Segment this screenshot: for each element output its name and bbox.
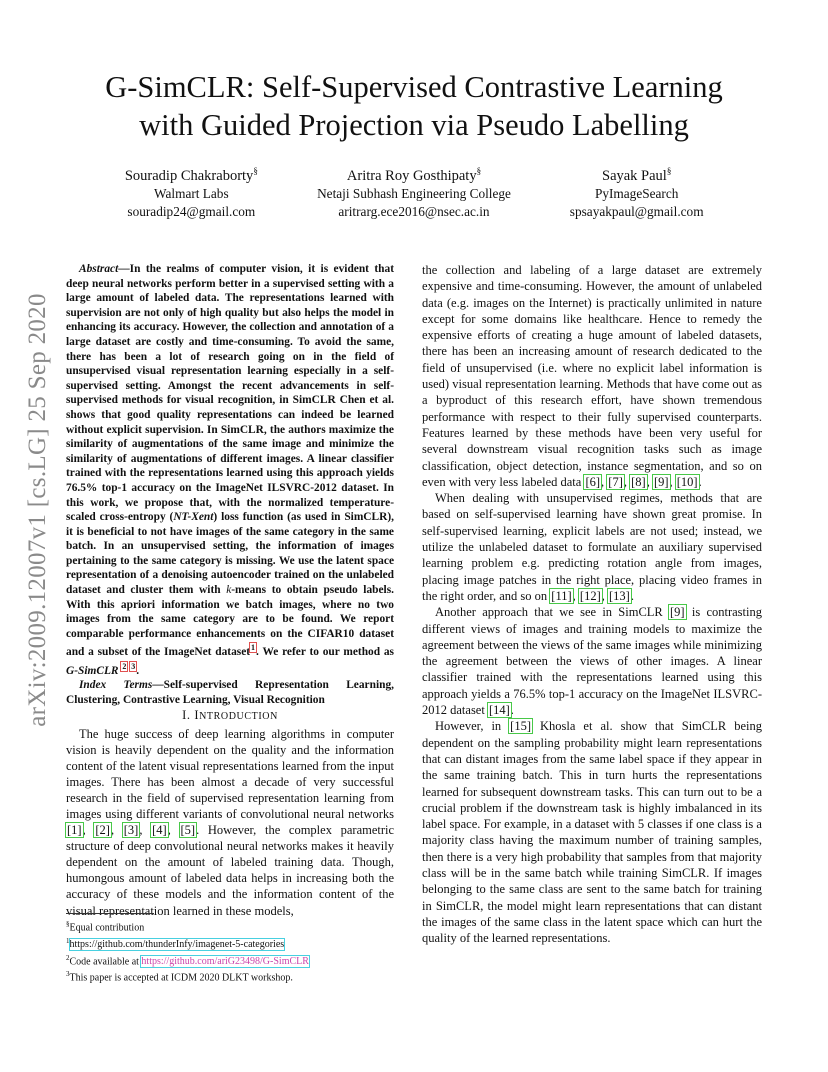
- section-title-rest: NTRODUCTION: [199, 711, 278, 723]
- abstract: [66, 262, 394, 678]
- author-block: [80, 162, 748, 221]
- citation-3[interactable]: [3]: [123, 823, 139, 838]
- left-column: [66, 262, 394, 919]
- abstract-label: Abstract: [79, 263, 119, 275]
- section-heading: [66, 707, 394, 725]
- author-name: Souradip Chakraborty: [124, 167, 254, 184]
- author-mark: §: [476, 166, 482, 176]
- paragraph-text: the collection and labeling of a large dataset are extremely expensive and time-consuming. However, the amount of unlabeled data (e.g. images on the Internet) is practically unlimited in nature except for some domains like healthcare. Hence to remedy the expensive efforts of creating a huge amount of labeled datasets, there has been an increasing amount of research dedicated to the field of unsupervised (i.e. where no explicit label information is used) visual representation learning. Methods that have come out as a byproduct of this research effort, have shown tremendous performance with respect to their fully supervised counterparts. Features learned by these methods have been very useful for several downstream visual recognition tasks such as image classification, object detection, instance segmentation, and so on even with very less labeled data: [422, 263, 762, 489]
- arxiv-identifier: arXiv:2009.12007v1 [cs.LG] 25 Sep 2020: [24, 293, 51, 727]
- index-terms-text: —Self-supervised Representation Learning, Clustering, Contrastive Learning, Visual Recognition: [66, 679, 394, 706]
- author-affiliation: Walmart Labs: [154, 185, 229, 201]
- arxiv-sidebar: [10, 280, 66, 740]
- citation-5[interactable]: [5]: [180, 823, 196, 838]
- footnote-mark: 2: [66, 953, 70, 962]
- footnotes: [66, 913, 396, 985]
- title-line-1: G-SimCLR: Self-Supervised Contrastive Learning: [105, 70, 723, 104]
- citation-10[interactable]: [10]: [676, 474, 698, 489]
- paragraph-text: Another approach that we see in SimCLR: [435, 605, 670, 620]
- index-terms: [66, 678, 394, 707]
- abstract-end: .: [136, 664, 140, 677]
- citation-9[interactable]: [9]: [653, 474, 669, 489]
- ntxent-term: NT-Xent: [173, 511, 214, 524]
- footnote-ref-3[interactable]: 3: [131, 661, 136, 671]
- paragraph-text: Khosla et al. show that SimCLR being dependent on the sampling probability might learn representations that can distant images from the same label space if they appear in the same training batch. This in turn hurts the representations learned for subsequent downstream tasks. This can turn out to be a crucial problem if the downstream task is highly imbalanced in its label space. For example, in a dataset with 5 classes if one class is a majority class having the maximum number of training samples, then there is a very high probability that samples from that majority class will be in the same batch while training SimCLR. If images belonging to the same class are sent to the same batch for training in SimCLR, the model might learn representations that can distant the images of the same class in the latent space which can hurt the quality of the learned representations.: [422, 719, 762, 946]
- body-paragraph-3: Another approach that we see in SimCLR [9] is contrasting different views of images and training models to maximize the agreement between the views of the same images while minimizing the agreement between the views of other images. A linear classifier trained with the representations learned using this approach yields a 76.5% top-1 accuracy on the ImageNet ILSVRC-2012 dataset [14].: [422, 605, 762, 718]
- paragraph-text: . However, the complex parametric structure of deep convolutional neural networks makes it heavily dependent on the amount of labeled training data. Though, humongous amount of labeled data helps in increasing both the accuracy of these models and the information content of the visual representation learned in these models,: [66, 823, 395, 918]
- citation-13[interactable]: [13]: [609, 588, 630, 603]
- citation-7[interactable]: [7]: [608, 474, 623, 489]
- footnote-text: Code available at: [69, 955, 142, 967]
- section-number: I.: [182, 708, 195, 723]
- footnote-3: [66, 968, 396, 985]
- author-affiliation: PyImageSearch: [594, 185, 679, 201]
- author-2: [303, 162, 526, 221]
- citation-4[interactable]: [4]: [152, 823, 167, 838]
- footnote-1: [66, 935, 396, 952]
- footnote-mark: 3: [66, 970, 70, 979]
- right-column: [422, 262, 762, 946]
- author-email: souradip24@gmail.com: [127, 203, 256, 219]
- abstract-text: ) loss function (as used in SimCLR), it is beneficial to not have images of the same category in the same batch. In an unsupervised setting, the information of images pertaining to the same category is missing. We use the latent space representation of a denoising autoencoder trained on the unlabeled dataset and cluster them with: [66, 511, 395, 597]
- abstract-text: -means to obtain pseudo labels. With this apriori information we batch images, where no two images from the same category are to be found. We report comparable performance enhancements on the CIFAR10 dataset and a subset of the ImageNet dataset: [66, 584, 394, 659]
- footnote-text: Equal contribution: [69, 922, 145, 934]
- footnote-ref-2[interactable]: 2: [122, 661, 127, 671]
- body-paragraph-2: When dealing with unsupervised regimes, methods that are based on self-supervised learning have shown great promise. In self-supervised learning, explicit labels are not used; instead, we utilize the unlabeled dataset to formulate an auxiliary supervised learning problem e.g. predicting rotation angle from images, placing image patches in the right place, placing video frames in the right order, and so on [11], [12], [13].: [422, 491, 762, 603]
- footnote-rule: [66, 913, 154, 914]
- paragraph-text: The huge success of deep learning algorithms in computer vision is heavily dependent on the quality and the information content of the latent visual representations learned from the input images. There has been almost a decade of very successful research in the field of supervised representation learning from images using different variants of convolutional neural networks: [66, 726, 394, 821]
- citation-14[interactable]: [14]: [488, 703, 510, 718]
- author-affiliation: Netaji Subhash Engineering College: [317, 185, 511, 201]
- footnote-link-1[interactable]: https://github.com/thunderInfy/imagenet-5-categories: [69, 939, 285, 951]
- author-name: Sayak Paul: [602, 167, 667, 184]
- citation-6[interactable]: [6]: [585, 474, 601, 489]
- body-paragraph-4: [422, 718, 762, 946]
- footnote-0: [66, 918, 396, 935]
- paragraph-text: When dealing with unsupervised regimes, methods that are based on self-supervised learning have shown great promise. In self-supervised learning, explicit labels are not used; instead, we utilize the unlabeled dataset to formulate an auxiliary supervised learning problem e.g. predicting rotation angle from images, placing image patches in the right place, placing video frames in the right order, and so on: [422, 491, 762, 603]
- citation-1[interactable]: [1]: [67, 823, 82, 838]
- section-initial: I: [194, 708, 200, 723]
- intro-paragraph: The huge success of deep learning algorithms in computer vision is heavily dependent on the quality and the information content of the latent visual representations learned from the input images. There has been almost a decade of very successful research in the field of supervised representation learning from images using different variants of convolutional neural networks [1], [2], [3], [4], [5]. However, the complex parametric structure of deep convolutional neural networks makes it heavily dependent on the amount of labeled training data. Though, humongous amount of labeled data helps in increasing both the accuracy of these models and the information content of the visual representation learned in these models,: [66, 726, 395, 918]
- citation-12[interactable]: [12]: [579, 588, 601, 603]
- method-name: G-SimCLR: [66, 664, 119, 677]
- footnote-mark: 1: [66, 936, 70, 945]
- body-paragraph-1: the collection and labeling of a large dataset are extremely expensive and time-consuming. However, the amount of unlabeled data (e.g. images on the Internet) is practically unlimited in nature except for some domains like healthcare. Hence to remedy the expensive efforts of creating a huge amount of labeled datasets, there has been an increasing amount of research dedicated to the field of unsupervised (i.e. where no explicit label information is used) visual representation learning. Methods that have come out as a byproduct of this research effort, have shown tremendous performance with respect to their fully supervised counterparts. Features learned by these methods have been very useful for several downstream visual recognition tasks such as image classification, object detection, instance segmentation, and so on even with very less labeled data [6], [7], [8], [9], [10].: [422, 263, 762, 489]
- title-line-2: with Guided Projection via Pseudo Labelling: [139, 108, 689, 142]
- k-variable: k: [226, 584, 232, 597]
- paragraph-text: is contrasting different views of images and training models to maximize the agreement between the views of the same images while minimizing the agreement between the views of other images. A linear classifier trained with the representations learned using this approach yields a 76.5% top-1 accuracy on the ImageNet ILSVRC-2012 dataset: [422, 605, 762, 718]
- citation-11[interactable]: [11]: [551, 588, 572, 603]
- author-mark: §: [253, 166, 258, 176]
- footnote-ref-1[interactable]: 1: [251, 643, 256, 653]
- author-name: Aritra Roy Gosthipaty: [346, 167, 477, 184]
- author-mark: §: [666, 166, 672, 176]
- abstract-text: . We refer to our method as: [256, 646, 394, 659]
- author-3: [525, 162, 748, 221]
- citation-2[interactable]: [2]: [95, 823, 110, 838]
- footnote-mark: §: [66, 920, 70, 928]
- paper-title: [60, 68, 768, 144]
- citation-15[interactable]: [15]: [510, 719, 531, 734]
- author-email: spsayakpaul@gmail.com: [569, 203, 704, 219]
- citation-8[interactable]: [8]: [631, 474, 646, 489]
- citation-9b[interactable]: [9]: [670, 605, 685, 620]
- footnote-link-2[interactable]: https://github.com/ariG23498/G-SimCLR: [141, 955, 309, 967]
- paragraph-text: However, in: [435, 719, 510, 734]
- author-1: [80, 162, 303, 221]
- footnote-2: [66, 952, 396, 969]
- author-email: aritrarg.ece2016@nsec.ac.in: [338, 203, 490, 219]
- abstract-text: —In the realms of computer vision, it is evident that deep neural networks perform better in a supervised setting with a large amount of labeled data. The representations learned with supervision are not only of high quality but also helps the model in enhancing its accuracy. However, the collection and annotation of a large dataset are costly and time-consuming. To avoid the same, there has been a lot of research going on in the field of unsupervised visual representation learning especially in a self-supervised setting. Amongst the recent advancements in self-supervised methods for visual recognition, in SimCLR Chen et al. shows that good quality representations can indeed be learned without explicit supervision. In SimCLR, the authors maximize the similarity of augmentations of the same image and minimize the similarity of augmentations of different images. A linear classifier trained with the representations learned using this approach yields 76.5% top-1 accuracy on the ImageNet ILSVRC-2012 dataset. In this work, we propose that, with the normalized temperature-scaled cross-entropy (: [66, 263, 394, 524]
- index-terms-label: Index Terms: [79, 679, 153, 692]
- footnote-text: This paper is accepted at ICDM 2020 DLKT workshop.: [69, 972, 293, 984]
